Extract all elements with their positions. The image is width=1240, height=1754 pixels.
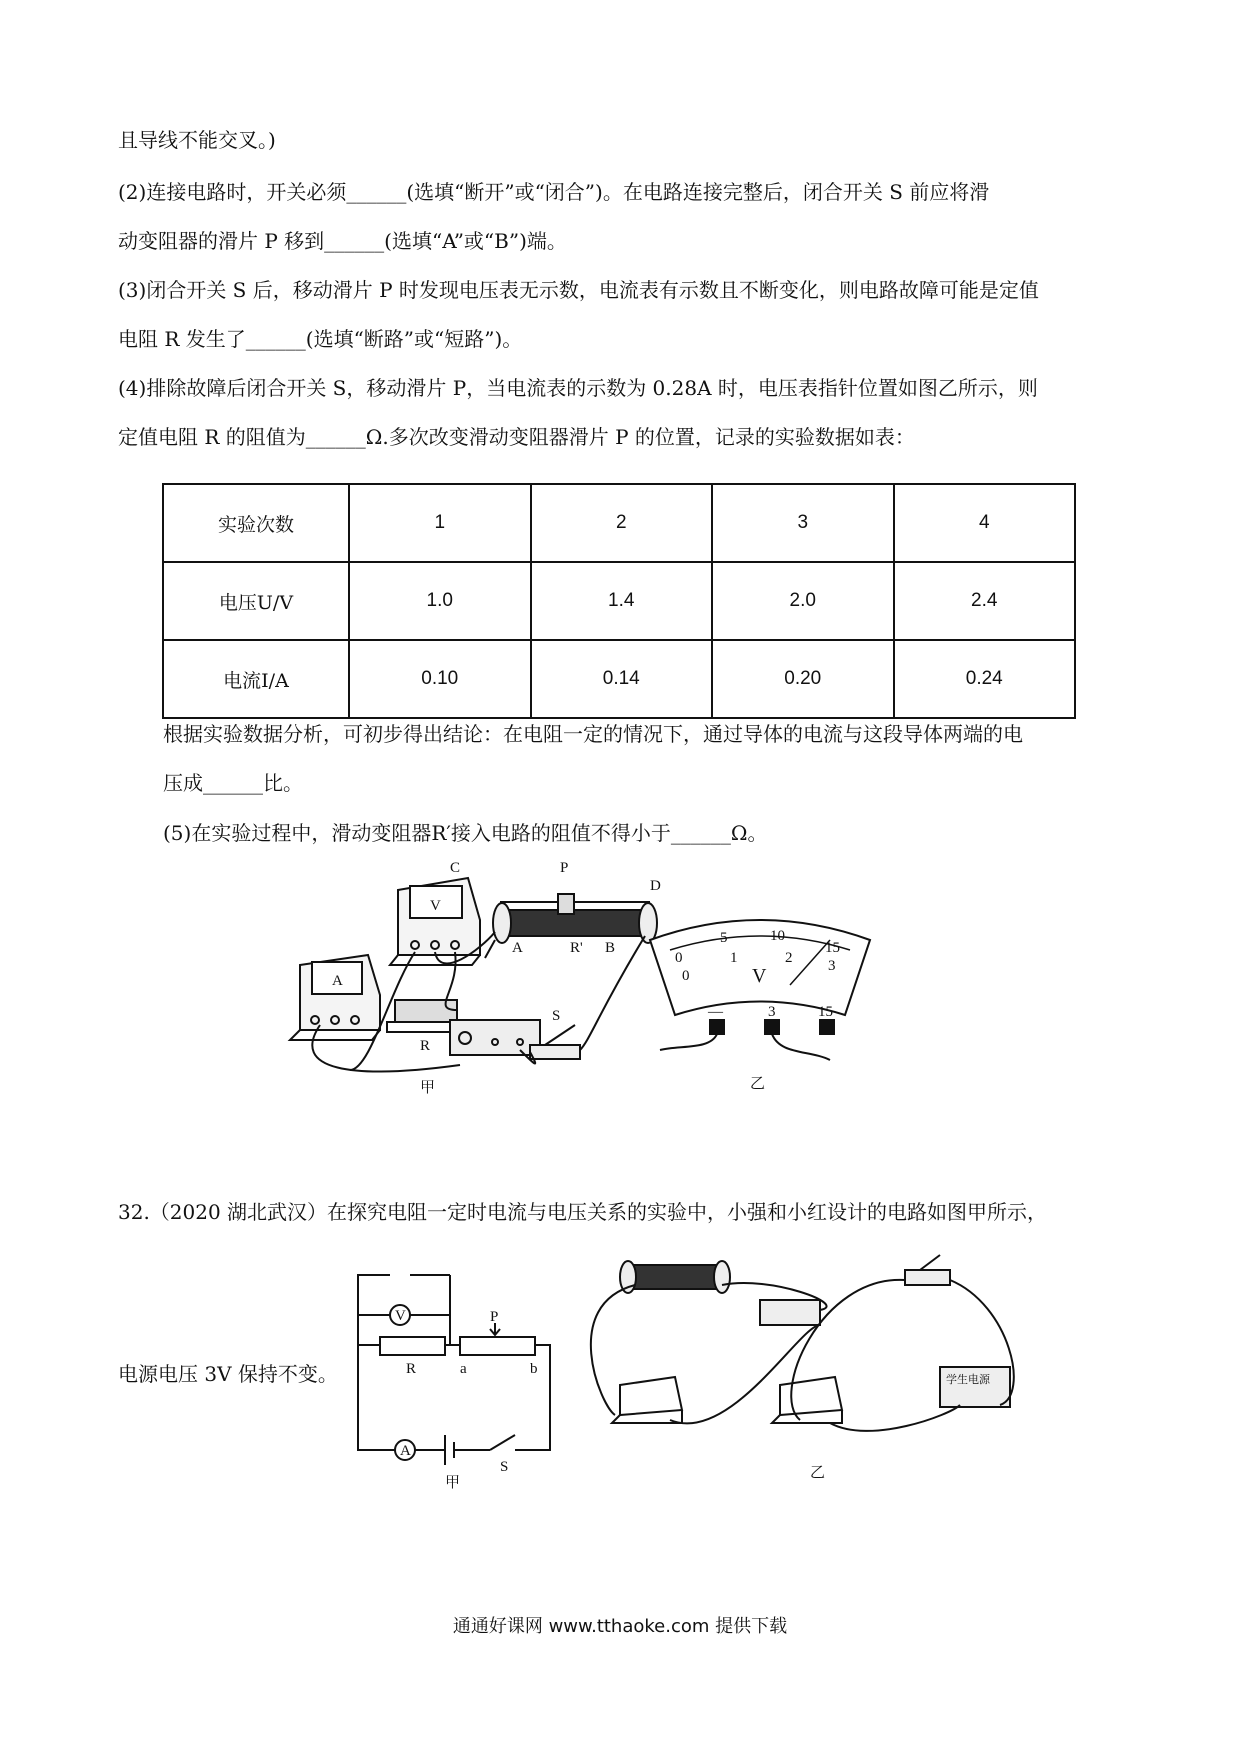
page-footer: 通通好课网 www.tthaoke.com 提供下载 [452,1616,788,1637]
text-line: 且导线不能交叉。) [118,128,276,152]
table-row [163,562,1075,640]
schematic-ammeter: A [400,1443,411,1459]
rheostat-label-a: A [512,940,523,956]
scale-top-10: 10 [770,928,785,944]
question-2-cont: 动变阻器的滑片 P 移到______(选填“A”或“B”)端。 [118,229,567,253]
switch-label: S [552,1008,561,1024]
data-table [162,483,1076,719]
dial-unit: V [752,965,767,987]
rheostat-label-d: D [650,878,661,894]
caption-jia-2: 甲 [445,1475,461,1491]
schematic-r: R [406,1361,417,1377]
rheostat-label-r: R' [570,940,583,956]
circuit-figure-1 [290,860,910,1100]
terminal-3: 3 [768,1004,776,1020]
scale-bottom-2: 2 [785,950,793,966]
circuit-figure-2 [350,1245,1030,1490]
conclusion-line-cont: 压成______比。 [163,771,303,795]
power-supply-label: 学生电源 [946,1374,990,1386]
voltmeter-symbol: V [430,898,441,914]
schematic-p: P [490,1309,499,1325]
rheostat-label-c: C [450,860,461,876]
conclusion-line: 根据实验数据分析，可初步得出结论：在电阻一定的情况下，通过导体的电流与这段导体两端的电 [163,722,1023,746]
rheostat-label-p: P [560,860,569,876]
table-cell: 2.0 [712,562,894,640]
table-row [163,640,1075,718]
scale-bottom-3: 3 [828,958,836,974]
table-cell: 0.10 [349,640,531,718]
table-cell: 2 [531,484,713,562]
ammeter-symbol: A [332,973,343,989]
caption-jia: 甲 [420,1080,436,1096]
table-cell: 2.4 [894,562,1076,640]
scale-top-0: 0 [675,950,683,966]
scale-top-5: 5 [720,930,728,946]
table-cell: 0.14 [531,640,713,718]
table-cell: 1.4 [531,562,713,640]
resistor-label: R [420,1038,431,1054]
question-32-cont: 电源电压 3V 保持不变。 [118,1362,338,1386]
scale-top-15: 15 [825,940,840,956]
schematic-v: V [395,1308,406,1324]
schematic-b: b [530,1361,538,1377]
table-cell: 电流I/A [163,640,349,718]
table-cell: 电压U/V [163,562,349,640]
table-cell: 0.24 [894,640,1076,718]
question-32: 32.（2020 湖北武汉）在探究电阻一定时电流与电压关系的实验中，小强和小红设计的电路如图甲所示， [118,1200,1048,1224]
question-4-cont: 定值电阻 R 的阻值为______Ω.多次改变滑动变阻器滑片 P 的位置，记录的实验数据如表： [118,425,915,449]
question-3: (3)闭合开关 S 后，移动滑片 P 时发现电压表无示数，电流表有示数且不断变化，则电路故障可能是定值 [118,278,1039,302]
scale-bottom-0: 0 [682,968,690,984]
rheostat-label-b: B [605,940,616,956]
terminal-15: 15 [818,1004,833,1020]
table-cell: 1 [349,484,531,562]
table-cell: 4 [894,484,1076,562]
table-cell: 0.20 [712,640,894,718]
caption-yi-2: 乙 [810,1465,826,1481]
table-cell: 1.0 [349,562,531,640]
terminal-minus: — [708,1004,723,1020]
schematic-s: S [500,1459,509,1475]
question-4: (4)排除故障后闭合开关 S，移动滑片 P，当电流表的示数为 0.28A 时，电压表指针位置如图乙所示，则 [118,376,1038,400]
table-cell: 3 [712,484,894,562]
table-row [163,484,1075,562]
question-2: (2)连接电路时，开关必须______(选填“断开”或“闭合”)。在电路连接完整后，闭合开关 S 前应将滑 [118,180,990,204]
table-cell: 实验次数 [163,484,349,562]
question-3-cont: 电阻 R 发生了______(选填“断路”或“短路”)。 [118,327,523,351]
schematic-a: a [460,1361,467,1377]
caption-yi: 乙 [750,1076,766,1092]
scale-bottom-1: 1 [730,950,738,966]
question-5: (5)在实验过程中，滑动变阻器R′接入电路的阻值不得小于______Ω。 [163,821,768,845]
